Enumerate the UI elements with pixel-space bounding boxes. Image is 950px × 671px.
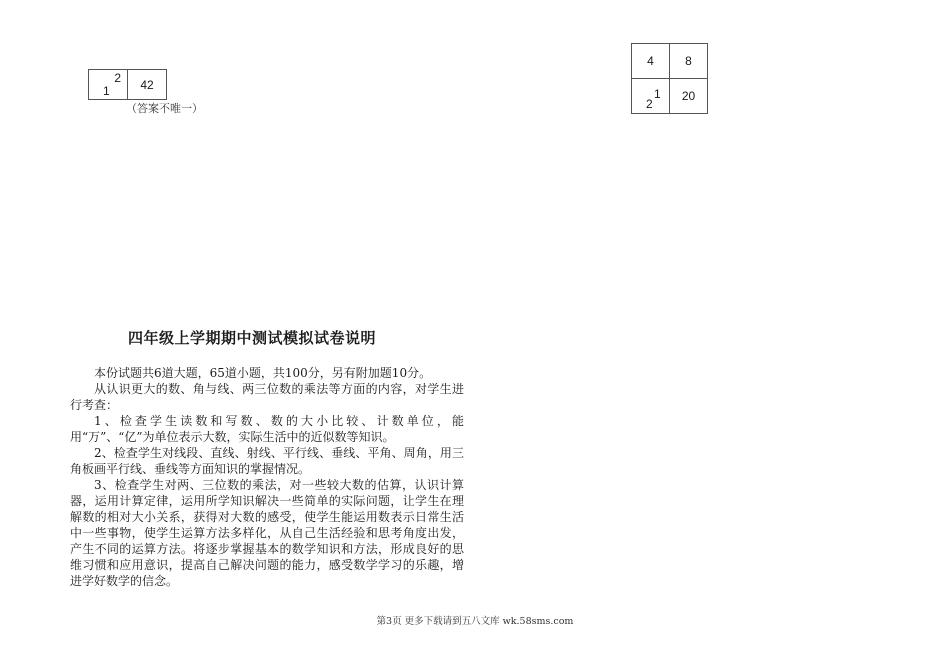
document-body xyxy=(70,365,464,589)
split-cell xyxy=(89,70,128,100)
answer-box-left xyxy=(88,69,167,100)
paragraph: 本份试题共6道大题，65道小题，共100分，另有附加题10分。 xyxy=(94,366,432,380)
document-title: 四年级上学期期中测试模拟试卷说明 xyxy=(128,329,377,347)
cell-r2c2: 20 xyxy=(670,79,708,114)
product-cell: 42 xyxy=(128,70,167,100)
top-right-digit: 2 xyxy=(114,71,121,85)
cell-r2c1 xyxy=(632,79,670,114)
cell-r2c1-bottom: 2 xyxy=(646,97,653,111)
page-footer: 第3页 更多下载请到五八文库 wk.58sms.com xyxy=(376,616,574,627)
paragraph: 1、检查学生读数和写数、数的大小比较、计数单位，能用“万”、“亿”为单位表示大数，实际生活中的近似数等知识。 xyxy=(70,414,464,444)
cell-r1c1: 4 xyxy=(632,44,670,79)
paragraph: 2、检查学生对线段、直线、射线、平行线、垂线、平角、周角，用三角板画平行线、垂线等方面知识的掌握情况。 xyxy=(70,446,464,476)
cell-r2c1-top: 1 xyxy=(654,87,661,101)
paragraph: 3、检查学生对两、三位数的乘法，对一些较大数的估算，认识计算器，运用计算定律，运用所学知识解决一些简单的实际问题，让学生在理解数的相对大小关系，获得对大数的感受，使学生能运用数表示日常生活中一些事物，使学生运算方法多样化，从自己生活经验和思考角度出发，产生不同的运算方法。将逐步掌握基本的数学知识和方法，形成良好的思维习惯和应用意识，提高自己解决问题的能力，感受数学学习的乐趣，增进学好数学的信念。 xyxy=(70,478,464,588)
answer-box-right xyxy=(631,43,708,114)
bottom-left-digit: 1 xyxy=(103,84,110,98)
paragraph: 从认识更大的数、角与线、两三位数的乘法等方面的内容，对学生进行考查： xyxy=(70,382,464,412)
answer-note: （答案不唯一） xyxy=(126,102,203,115)
cell-r1c2: 8 xyxy=(670,44,708,79)
